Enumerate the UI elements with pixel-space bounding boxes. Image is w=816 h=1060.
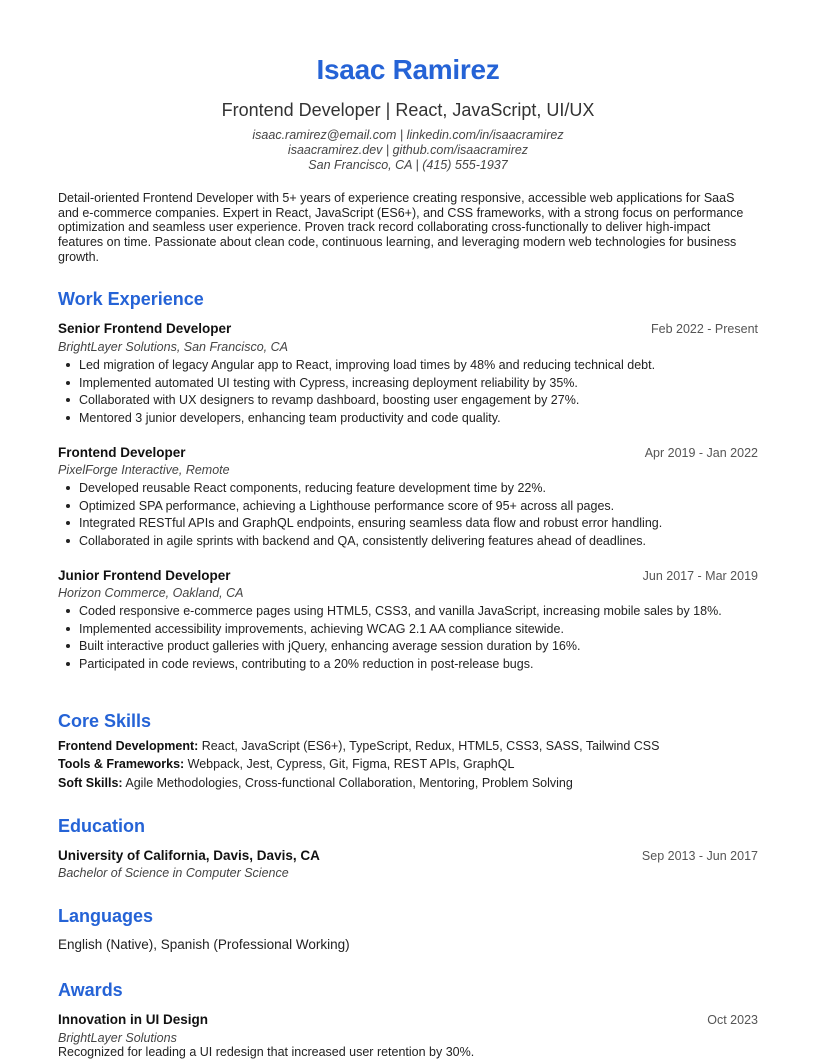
languages-list: English (Native), Spanish (Professional Working) xyxy=(58,937,350,952)
job-role: Frontend Developer xyxy=(58,445,186,460)
job-bullet: Optimized SPA performance, achieving a Lighthouse performance score of 95+ across all pages. xyxy=(79,499,758,514)
award-title: Innovation in UI Design xyxy=(58,1012,209,1027)
award-date: Oct 2023 xyxy=(707,1013,758,1027)
section-title-languages: Languages xyxy=(58,906,154,926)
job-dates: Apr 2019 - Jan 2022 xyxy=(644,446,758,460)
job-role: Senior Frontend Developer xyxy=(58,321,232,336)
job-header xyxy=(58,444,758,462)
contact-line-email-linkedin: isaac.ramirez@email.com | linkedin.com/in/isaacramirez xyxy=(252,128,564,142)
skill-label: Frontend Development: xyxy=(58,739,199,753)
skill-line-soft xyxy=(58,775,573,791)
section-title-education: Education xyxy=(58,816,146,836)
skill-value: Agile Methodologies, Cross-functional Collaboration, Mentoring, Problem Solving xyxy=(122,776,573,790)
job-bullet: Collaborated in agile sprints with backend and QA, consistently delivering features ahead of deadlines. xyxy=(79,534,758,549)
education-header xyxy=(58,847,758,865)
education-degree: Bachelor of Science in Computer Science xyxy=(58,866,289,880)
job-bullet: Built interactive product galleries with jQuery, enhancing average session duration by 16%. xyxy=(79,639,758,654)
candidate-title: Frontend Developer | React, JavaScript, UI/UX xyxy=(221,100,595,120)
job-header xyxy=(58,320,758,338)
education-dates: Sep 2013 - Jun 2017 xyxy=(641,849,758,863)
section-title-awards: Awards xyxy=(58,980,123,1000)
skill-value: React, JavaScript (ES6+), TypeScript, Redux, HTML5, CSS3, SASS, Tailwind CSS xyxy=(198,739,660,753)
job-bullet: Coded responsive e-commerce pages using HTML5, CSS3, and vanilla JavaScript, increasing mobile sales by 18%. xyxy=(79,604,758,619)
education-school: University of California, Davis, Davis, CA xyxy=(58,848,320,863)
job-bullet: Developed reusable React components, reducing feature development time by 22%. xyxy=(79,481,758,496)
award-organization: BrightLayer Solutions xyxy=(58,1031,177,1045)
skill-label: Soft Skills: xyxy=(58,776,123,790)
contact-line-location-phone: San Francisco, CA | (415) 555-1937 xyxy=(308,158,508,172)
job-bullets xyxy=(58,358,758,428)
award-description: Recognized for leading a UI redesign that increased user retention by 30%. xyxy=(58,1045,475,1059)
job-bullet: Mentored 3 junior developers, enhancing team productivity and code quality. xyxy=(79,411,758,426)
job-company: PixelForge Interactive, Remote xyxy=(58,463,230,477)
skill-line-tools xyxy=(58,756,514,772)
professional-summary: Detail-oriented Frontend Developer with 5+ years of experience creating responsive, accessible web applications for SaaS and e-commerce companies. Expert in React, JavaScript (ES6+), and CSS frameworks, with a strong focus on performance optimization and seamless user experience. Proven track record collaborating cross-functionally to deliver high-impact features on time. Passionate about clean code, continuous learning, and leveraging modern web technologies for business growth. xyxy=(58,191,744,264)
job-bullets xyxy=(58,481,758,551)
job-dates: Feb 2022 - Present xyxy=(650,322,758,336)
contact-info xyxy=(58,128,758,173)
section-title-skills: Core Skills xyxy=(58,711,152,731)
skill-value: Webpack, Jest, Cypress, Git, Figma, REST APIs, GraphQL xyxy=(184,757,515,771)
job-bullet: Participated in code reviews, contributing to a 20% reduction in post-release bugs. xyxy=(79,657,758,672)
job-dates: Jun 2017 - Mar 2019 xyxy=(642,569,758,583)
job-role: Junior Frontend Developer xyxy=(58,568,231,583)
job-bullet: Implemented automated UI testing with Cypress, increasing deployment reliability by 35%. xyxy=(79,376,758,391)
skill-label: Tools & Frameworks: xyxy=(58,757,185,771)
section-title-experience: Work Experience xyxy=(58,289,204,309)
job-company: Horizon Commerce, Oakland, CA xyxy=(58,586,244,600)
job-bullets xyxy=(58,604,758,674)
candidate-name: Isaac Ramirez xyxy=(316,54,500,85)
job-bullet: Led migration of legacy Angular app to React, improving load times by 48% and reducing technical debt. xyxy=(79,358,758,373)
job-bullet: Integrated RESTful APIs and GraphQL endpoints, ensuring seamless data flow and robust error handling. xyxy=(79,516,758,531)
job-bullet: Collaborated with UX designers to revamp dashboard, boosting user engagement by 27%. xyxy=(79,393,758,408)
job-header xyxy=(58,567,758,585)
job-company: BrightLayer Solutions, San Francisco, CA xyxy=(58,340,288,354)
skill-line-frontend xyxy=(58,738,659,754)
contact-line-website-github: isaacramirez.dev | github.com/isaacramirez xyxy=(287,143,529,157)
award-header xyxy=(58,1011,758,1029)
job-bullet: Implemented accessibility improvements, achieving WCAG 2.1 AA compliance sitewide. xyxy=(79,622,758,637)
